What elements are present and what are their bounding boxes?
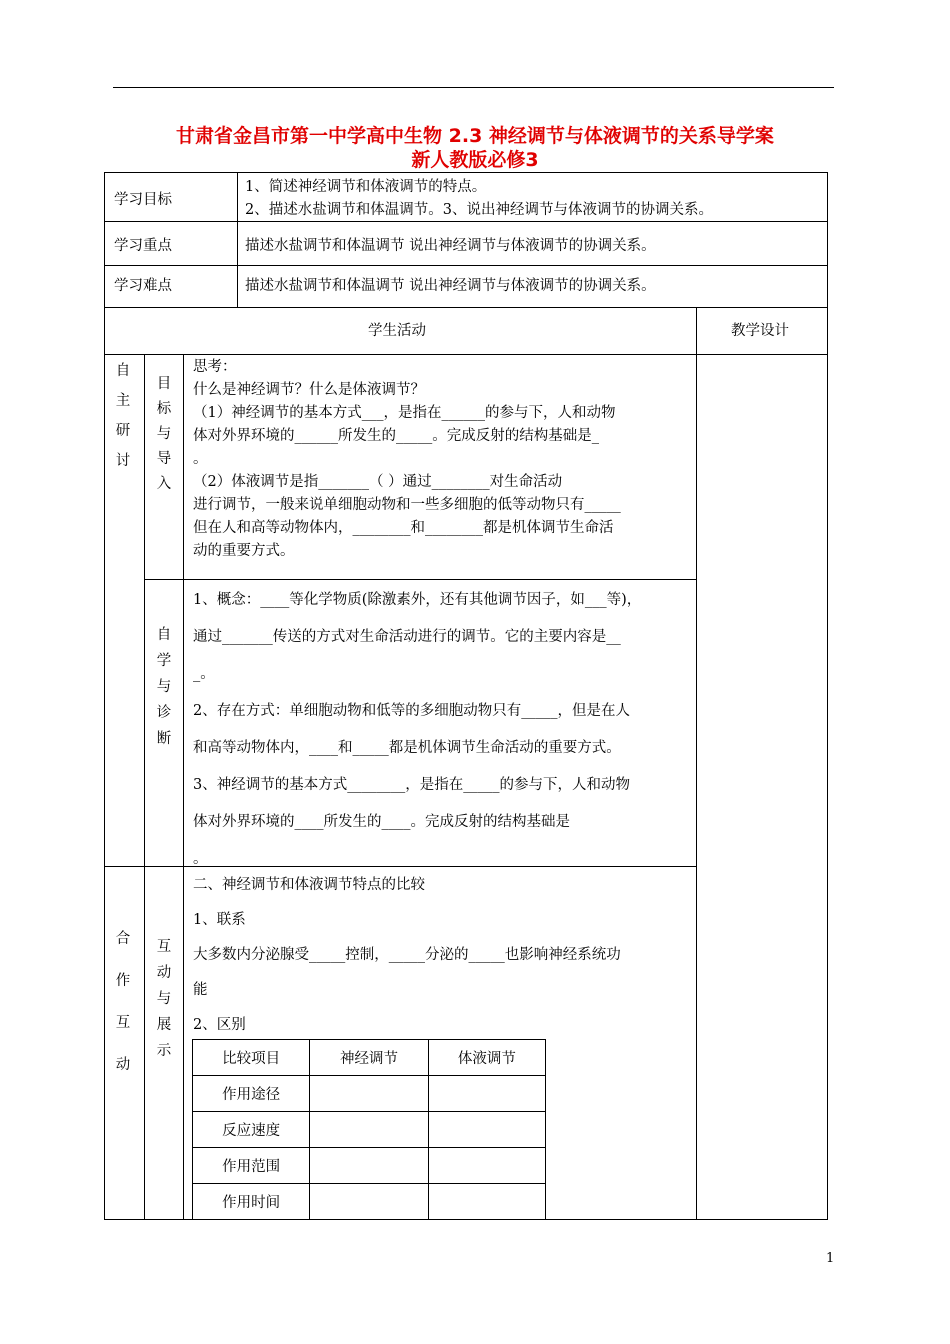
- goals-intro-content: [193, 354, 693, 564]
- text-line: 体对外界环境的____所发生的____。完成反射的结构基础是: [193, 814, 570, 830]
- self-diagnosis-content: [193, 582, 693, 878]
- goal-line-1: 1、简述神经调节和体液调节的特点。: [245, 179, 487, 195]
- table-cell: [310, 1184, 428, 1220]
- text-line: 1、联系: [193, 912, 246, 928]
- text-line: 和高等动物体内，____和_____都是机体调节生命活动的重要方式。: [193, 740, 621, 756]
- goal-label: 学习目标: [114, 192, 172, 208]
- difficulty-text: 描述水盐调节和体温调节 说出神经调节与体液调节的协调关系。: [245, 278, 656, 294]
- table-cell: [428, 1112, 545, 1148]
- text-line: 动的重要方式。: [193, 543, 295, 559]
- table-row: [193, 1184, 546, 1220]
- row-divider: [144, 579, 696, 580]
- goal-line-2: 2、描述水盐调节和体温调节。3、说出神经调节与体液调节的协调关系。: [245, 202, 713, 218]
- teaching-design-header: 教学设计: [731, 323, 789, 339]
- key-label: 学习重点: [114, 238, 172, 254]
- text-line: 二、神经调节和体液调节特点的比较: [193, 877, 425, 893]
- table-cell: [428, 1184, 545, 1220]
- text-line: （2）体液调节是指_______（ ）通过________对生命活动: [193, 474, 563, 490]
- goals-intro-label: 目标与导入: [156, 376, 172, 492]
- table-row: [193, 1076, 546, 1112]
- table-header-cell: 比较项目: [193, 1040, 310, 1076]
- interaction-label: 互动与展示: [156, 939, 172, 1059]
- table-row: [193, 1112, 546, 1148]
- table-header-cell: 体液调节: [428, 1040, 545, 1076]
- page-number: 1: [826, 1251, 835, 1266]
- table-row: [193, 1148, 546, 1184]
- table-header-cell: 神经调节: [310, 1040, 428, 1076]
- table-cell: [310, 1148, 428, 1184]
- table-cell: [310, 1076, 428, 1112]
- self-study-label: 自主研讨: [115, 363, 131, 469]
- text-line: 大多数内分泌腺受_____控制，_____分泌的_____也影响神经系统功: [193, 947, 621, 963]
- table-cell: [428, 1076, 545, 1112]
- col-divider: [237, 172, 238, 307]
- text-line: 3、神经调节的基本方式________，是指在_____的参与下，人和动物: [193, 777, 630, 793]
- row-divider: [104, 307, 828, 308]
- text-line: _。: [193, 666, 215, 682]
- table-header-row: [193, 1040, 546, 1076]
- self-diagnosis-label: 自学与诊断: [156, 627, 172, 747]
- col-divider: [144, 354, 145, 1220]
- page-subtitle: 新人教版必修3: [411, 149, 539, 171]
- text-line: 2、区别: [193, 1017, 246, 1033]
- student-activity-header: 学生活动: [368, 323, 426, 339]
- cooperation-label: 合作互动: [115, 931, 131, 1073]
- table-cell: [310, 1112, 428, 1148]
- table-cell: 作用途径: [193, 1076, 310, 1112]
- row-divider: [104, 265, 828, 266]
- col-divider: [183, 354, 184, 1220]
- text-line: 体对外界环境的______所发生的_____。完成反射的结构基础是_: [193, 428, 599, 444]
- text-line: 什么是神经调节？什么是体液调节？: [193, 382, 425, 398]
- text-line: 但在人和高等动物体内，________和________都是机体调节生命活: [193, 520, 614, 536]
- difficulty-label: 学习难点: [114, 278, 172, 294]
- text-line: 进行调节，一般来说单细胞动物和一些多细胞的低等动物只有_____: [193, 497, 621, 513]
- text-line: 。: [193, 851, 208, 867]
- text-line: 能: [193, 982, 208, 998]
- table-cell: 反应速度: [193, 1112, 310, 1148]
- text-line: 思考：: [193, 359, 237, 375]
- text-line: 。: [193, 451, 208, 467]
- table-cell: 作用范围: [193, 1148, 310, 1184]
- col-divider: [696, 307, 697, 1220]
- row-divider: [104, 221, 828, 222]
- key-text: 描述水盐调节和体温调节 说出神经调节与体液调节的协调关系。: [245, 238, 656, 254]
- text-line: 通过_______传送的方式对生命活动进行的调节。它的主要内容是__: [193, 629, 621, 645]
- table-cell: [428, 1148, 545, 1184]
- page-title: 甘肃省金昌市第一中学高中生物 2.3 神经调节与体液调节的关系导学案: [176, 125, 774, 147]
- interaction-content: [193, 868, 693, 1043]
- header-rule: [113, 87, 834, 88]
- text-line: 1、概念：____等化学物质(除激素外，还有其他调节因子，如___等)，: [193, 592, 642, 608]
- table-cell: 作用时间: [193, 1184, 310, 1220]
- comparison-table: [192, 1039, 546, 1220]
- text-line: （1）神经调节的基本方式___，是指在______的参与下，人和动物: [193, 405, 616, 421]
- text-line: 2、存在方式：单细胞动物和低等的多细胞动物只有_____，但是在人: [193, 703, 630, 719]
